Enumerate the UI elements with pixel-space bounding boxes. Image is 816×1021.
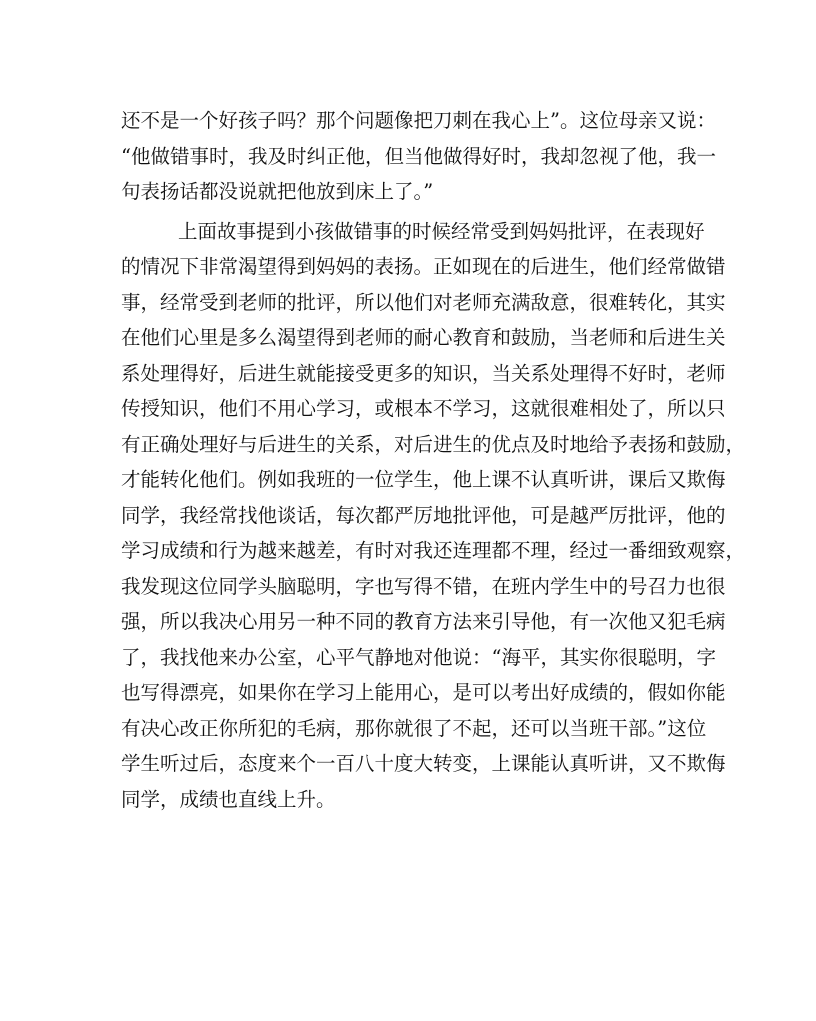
paragraph-line: 我发现这位同学头脑聪明，字也写得不错，在班内学生中的号召力也很 (121, 574, 726, 598)
paragraph-line: 同学，我经常找他谈话，每次都严厉地批评他，可是越严厉批评，他的 (121, 503, 726, 527)
paragraph-line: “他做错事时，我及时纠正他，但当他做得好时，我却忽视了他，我一 (121, 144, 716, 168)
paragraph-line: 了，我找他来办公室，心平气静地对他说：“海平，其实你很聪明，字 (121, 645, 716, 669)
document-body (121, 103, 746, 817)
paragraph-line: 学生听过后，态度来个一百八十度大转变，上课能认真听讲，又不欺侮 (121, 752, 726, 775)
paragraph-line: 的情况下非常渴望得到妈妈的表扬。正如现在的后进生，他们经常做错 (121, 255, 726, 278)
paragraph-line: 有正确处理好与后进生的关系，对后进生的优点及时地给予表扬和鼓励， (121, 432, 746, 456)
paragraph-line: 上面故事提到小孩做错事的时候经常受到妈妈批评，在表现好 (178, 219, 705, 243)
paragraph-line: 句表扬话都没说就把他放到床上了。” (121, 180, 434, 203)
paragraph-line: 学习成绩和行为越来越差，有时对我还连理都不理，经过一番细致观察， (121, 539, 746, 562)
paragraph-1 (121, 103, 716, 210)
paragraph-line: 还不是一个好孩子吗？那个问题像把刀刺在我心上”。这位母亲又说： (121, 109, 716, 132)
paragraph-line: 传授知识，他们不用心学习，或根本不学习，这就很难相处了，所以只 (121, 397, 726, 420)
paragraph-line: 才能转化他们。例如我班的一位学生，他上课不认真听讲，课后又欺侮 (121, 468, 726, 491)
paragraph-line: 在他们心里是多么渴望得到老师的耐心教育和鼓励，当老师和后进生关 (121, 326, 726, 349)
paragraph-line: 同学，成绩也直线上升。 (121, 787, 336, 811)
paragraph-line: 也写得漂亮，如果你在学习上能用心，是可以考出好成绩的，假如你能 (121, 681, 726, 704)
paragraph-line: 强，所以我决心用另一种不同的教育方法来引导他，有一次他又犯毛病 (121, 610, 726, 633)
paragraph-line: 系处理得好，后进生就能接受更多的知识，当关系处理得不好时，老师 (121, 361, 726, 385)
paragraph-line: 有决心改正你所犯的毛病，那你就很了不起，还可以当班干部。”这位 (121, 716, 707, 740)
paragraph-2 (121, 214, 746, 818)
paragraph-line: 事，经常受到老师的批评，所以他们对老师充满敌意，很难转化，其实 (121, 290, 726, 314)
